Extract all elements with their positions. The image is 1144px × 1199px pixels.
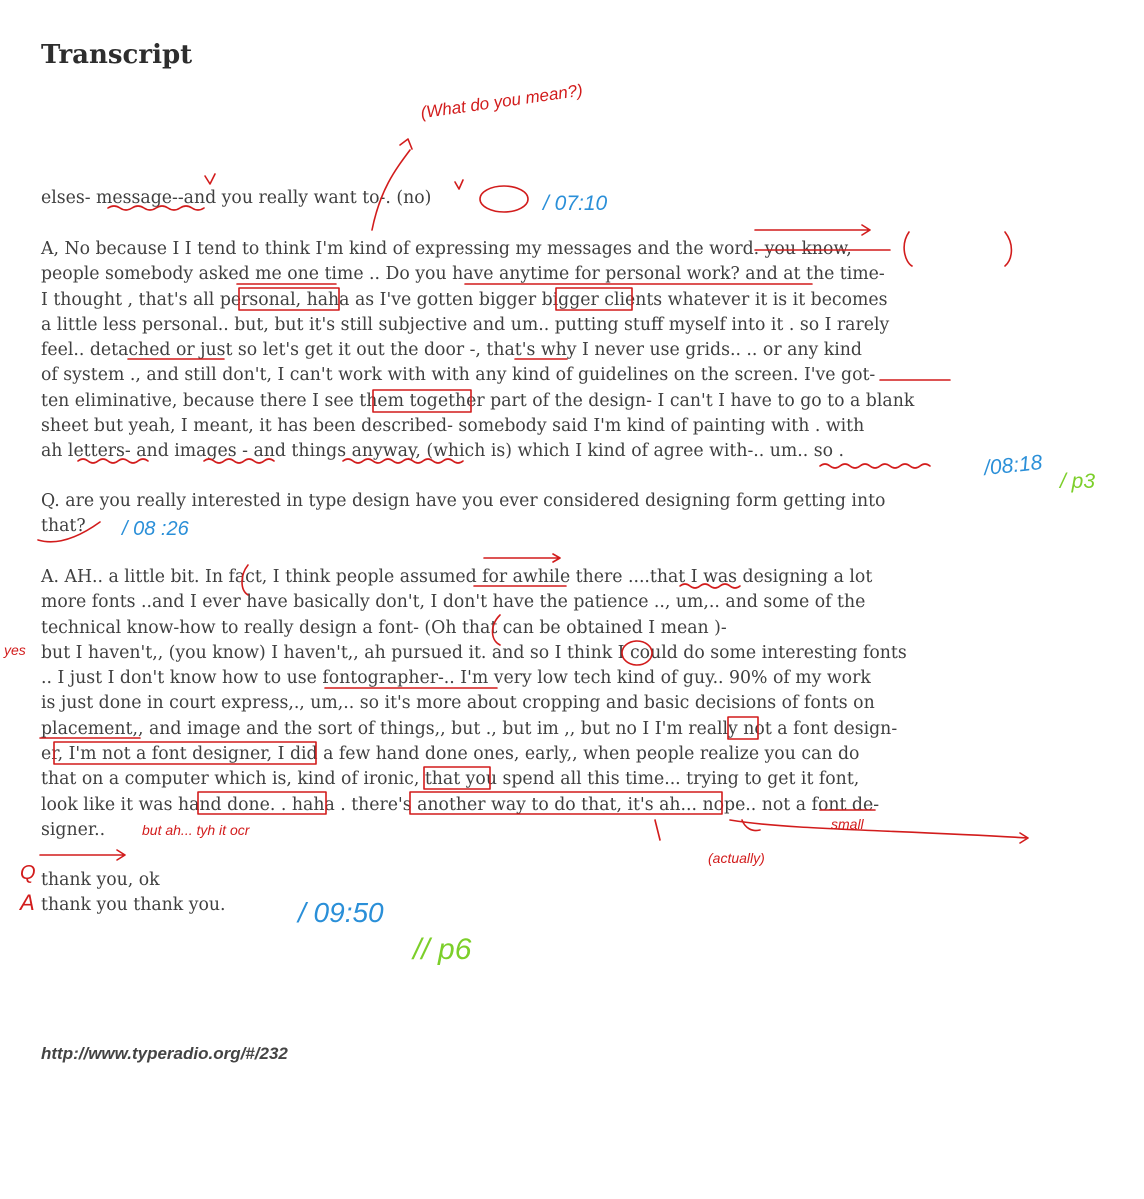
timestamp-annotation: / 08 :26	[122, 518, 189, 540]
text-line: thank you thank you.	[41, 895, 226, 916]
timestamp-annotation: / 09:50	[298, 897, 384, 928]
annotation-note: (actually)	[708, 850, 765, 866]
text-line: of system ., and still don't, I can't work with with any kind of guidelines on the screen. I've got-	[41, 365, 876, 386]
paragraph-answer-1	[41, 237, 1081, 465]
text-line: ten eliminative, because there I see them together part of the design- I can't I have to go to a blank	[41, 390, 915, 411]
annotation-note: small	[831, 816, 864, 832]
text-line: .. I just I don't know how to use fontographer-.. I'm very low tech kind of guy.. 90% of my work	[41, 668, 871, 689]
text-line: more fonts ..and I ever have basically don't, I don't have the patience .., um,.. and some of the	[41, 592, 866, 613]
arrow-mark	[484, 554, 560, 562]
text-line: but I haven't,, (you know) I haven't,, ah pursued it. and so I think I could do some interesting fonts	[41, 642, 907, 663]
timestamp-annotation: /08:18	[982, 451, 1044, 480]
text-line: sheet but yeah, I meant, it has been described- somebody said I'm kind of painting with . with	[41, 416, 865, 437]
page-annotation: / p3	[1060, 470, 1096, 493]
arrow-mark	[755, 225, 870, 235]
text-line: look like it was hand done. . haha . there's another way to do that, it's ah... nope.. not a font de-	[41, 794, 880, 815]
text-line: is just done in court express,., um,.. so it's more about cropping and basic decisions of fonts on	[41, 693, 875, 714]
text-line: A, No because I I tend to think I'm kind of expressing my messages and the word. you know,	[41, 239, 852, 259]
page-title: Transcript	[41, 40, 193, 70]
source-url[interactable]: http://www.typeradio.org/#/232	[41, 1044, 288, 1063]
text-line: placement,, and image and the sort of things,, but ., but im ,, but no I I'm really not a font design-	[41, 718, 898, 739]
text-line: feel.. detached or just so let's get it out the door -, that's why I never use grids.. .. or any kind	[41, 340, 862, 361]
text-line: Q. are you really interested in type design have you ever considered designing form getting into	[41, 491, 886, 511]
page-annotation: // p6	[413, 933, 472, 966]
text-line: A. AH.. a little bit. In fact, I think people assumed for awhile there ....that I was designing a lot	[41, 567, 873, 587]
text-line: I thought , that's all personal, haha as I've gotten bigger bigger clients whatever it is it becomes	[41, 289, 888, 310]
annotation-note: but ah... tyh it ocr	[142, 822, 250, 838]
arrow-mark	[40, 850, 125, 860]
text-line: ah letters- and images - and things anyway, (which is) which I kind of agree with-.. um.. so .	[41, 441, 845, 462]
annotation-what-do-you-mean: (What do you mean?)	[419, 80, 584, 123]
text-line: er, I'm not a font designer, I did a few hand done ones, early,, when people realize you can do	[41, 744, 860, 765]
text-line: elses- message--and you really want to-. (no)	[41, 188, 432, 208]
timestamp-annotation: / 07:10	[543, 192, 608, 215]
text-line: thank you, ok	[41, 870, 160, 890]
text-line: that on a computer which is, kind of ironic, that you spend all this time... trying to get it font,	[41, 769, 860, 790]
paragraph-answer-2	[41, 565, 1081, 843]
speaker-marker: Q	[20, 862, 36, 884]
paragraph-question	[41, 489, 1081, 540]
check-mark	[205, 174, 215, 184]
annotation-note: yes	[4, 642, 26, 658]
text-line: technical know-how to really design a font- (Oh that can be obtained I mean )-	[41, 617, 727, 638]
text-line: signer..	[41, 819, 106, 840]
text-line: people somebody asked me one time .. Do you have anytime for personal work? and at the time-	[41, 264, 885, 285]
text-line: a little less personal.. but, but it's still subjective and um.. putting stuff myself into it . so I rarely	[41, 314, 890, 335]
paragraph-closing	[41, 868, 1081, 919]
text-line: that?	[41, 516, 86, 537]
speaker-marker: A	[20, 890, 35, 915]
annotation-arrowhead	[400, 139, 412, 149]
